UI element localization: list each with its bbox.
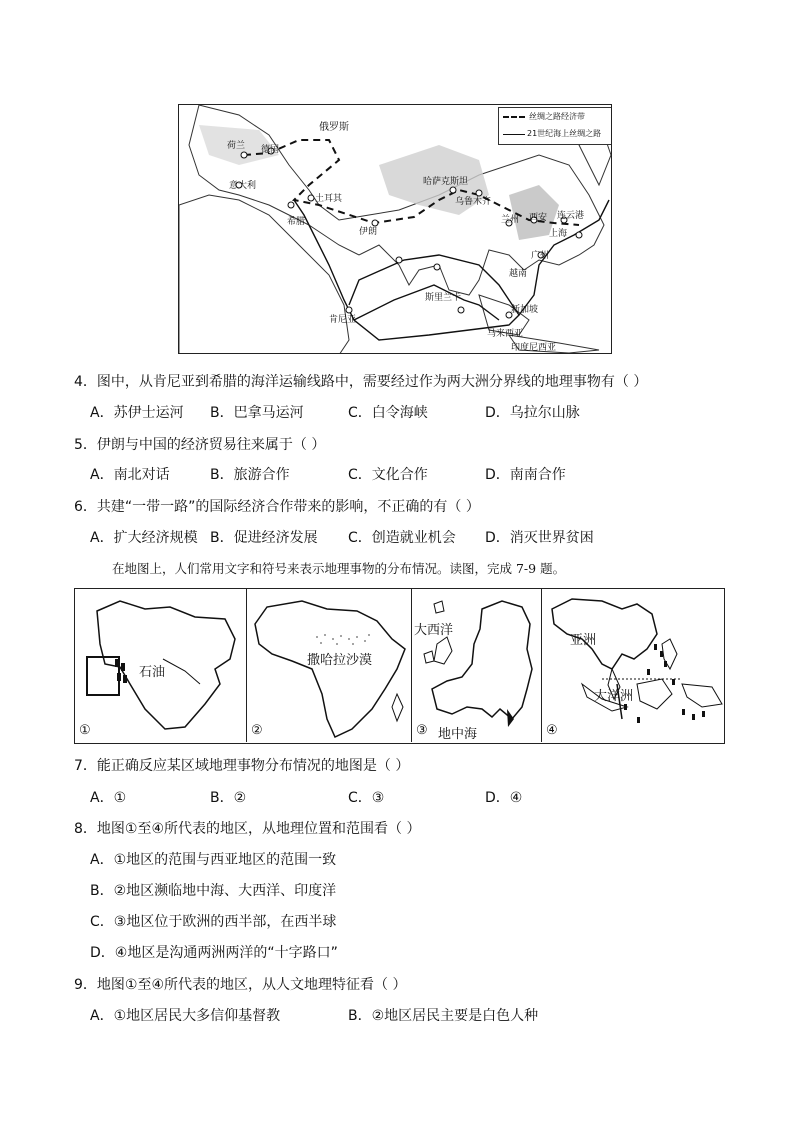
place-label: 德国 [261,145,280,155]
question-6-option-b[interactable]: B．促进经济发展 [210,530,318,546]
four-region-maps [74,588,725,744]
question-7-option-b[interactable]: B．② [210,790,247,806]
question-4-option-a[interactable]: A．苏伊士运河 [90,405,184,421]
place-label: 广州 [531,251,550,261]
map-panel-2 [247,589,412,742]
map-panel-4 [542,589,726,742]
place-label: 斯里兰卡 [425,293,462,303]
panel-number-2: ② [251,723,263,738]
question-9-option-a[interactable]: A．①地区居民大多信仰基督教 [90,1008,281,1024]
belt-and-road-map [178,104,612,354]
dashed-line-symbol [503,116,525,118]
place-label: 哈萨克斯坦 [423,177,469,187]
question-6-stem: 6．共建“一带一路”的国际经济合作带来的影响，不正确的有（ ） [74,499,480,515]
question-4-option-d[interactable]: D．乌拉尔山脉 [485,405,580,421]
place-label: 印度尼西亚 [511,343,557,353]
question-7-option-d[interactable]: D．④ [485,790,523,806]
place-label: 意大利 [229,181,257,191]
label-asia: 亚洲 [570,633,597,648]
label-mediterranean: 地中海 [438,727,478,742]
question-7-option-a[interactable]: A．① [90,790,127,806]
place-label: 俄罗斯 [319,122,349,133]
place-label: 肯尼亚 [329,315,357,325]
section-intro: 在地图上，人们常用文字和符号来表示地理事物的分布情况。读图，完成 7-9 题。 [112,561,566,576]
place-label: 荷兰 [227,141,246,151]
place-label: 西安 [529,213,548,223]
place-label: 新加坡 [511,305,539,315]
question-6-option-d[interactable]: D．消灭世界贫困 [485,530,594,546]
question-4-option-b[interactable]: B．巴拿马运河 [210,405,304,421]
question-8-option-b[interactable]: B．②地区濒临地中海、大西洋、印度洋 [90,883,337,899]
question-5-option-b[interactable]: B．旅游合作 [210,467,290,483]
place-label: 越南 [509,269,528,279]
label-atlantic: 大西洋 [414,623,454,638]
map-panel-1 [75,589,247,742]
question-5-option-c[interactable]: C．文化合作 [348,467,428,483]
question-5-stem: 5．伊朗与中国的经济贸易往来属于（ ） [74,437,326,453]
legend-road: 21世纪海上丝绸之路 [527,129,602,138]
question-4-stem: 4．图中，从肯尼亚到希腊的海洋运输线路中，需要经过作为两大洲分界线的地理事物有（ ） [74,374,648,390]
place-label: 马来西亚 [487,329,524,339]
question-8-option-a[interactable]: A．①地区的范围与西亚地区的范围一致 [90,852,337,868]
label-sahara: 撒哈拉沙漠 [307,653,373,668]
question-7-stem: 7．能正确反应某区域地理事物分布情况的地图是（ ） [74,758,410,774]
question-4-option-c[interactable]: C．白令海峡 [348,405,428,421]
question-9-stem: 9．地图①至④所代表的地区，从人文地理特征看（ ） [74,977,407,993]
question-5-option-d[interactable]: D．南南合作 [485,467,566,483]
place-label: 伊朗 [359,227,378,237]
place-label: 兰州 [501,215,520,225]
map-panel-3 [412,589,542,742]
label-oceania: 大洋洲 [594,689,634,704]
question-7-option-c[interactable]: C．③ [348,790,385,806]
southeast-asia-outline [542,589,726,742]
question-8-stem: 8．地图①至④所代表的地区，从地理位置和范围看（ ） [74,821,421,837]
panel-number-3: ③ [416,723,428,738]
place-label: 上海 [549,229,568,239]
question-6-option-c[interactable]: C．创造就业机会 [348,530,456,546]
question-5-option-a[interactable]: A．南北对话 [90,467,170,483]
question-9-option-b[interactable]: B．②地区居民主要是白色人种 [348,1008,539,1024]
map-legend [498,107,612,145]
question-8-option-c[interactable]: C．③地区位于欧洲的西半部，在西半球 [90,914,337,930]
place-label: 连云港 [557,211,585,221]
europe-outline [412,589,542,742]
place-label: 土耳其 [315,194,343,204]
label-oil: 石油 [139,665,166,680]
question-6-option-a[interactable]: A．扩大经济规模 [90,530,198,546]
question-8-option-d[interactable]: D．④地区是沟通两洲两洋的“十字路口” [90,945,338,961]
solid-line-symbol [503,134,525,135]
panel-number-1: ① [79,723,91,738]
place-label: 希腊 [287,217,306,227]
panel-number-4: ④ [546,723,558,738]
place-label: 乌鲁木齐 [455,197,492,207]
legend-belt: 丝绸之路经济带 [529,112,585,121]
